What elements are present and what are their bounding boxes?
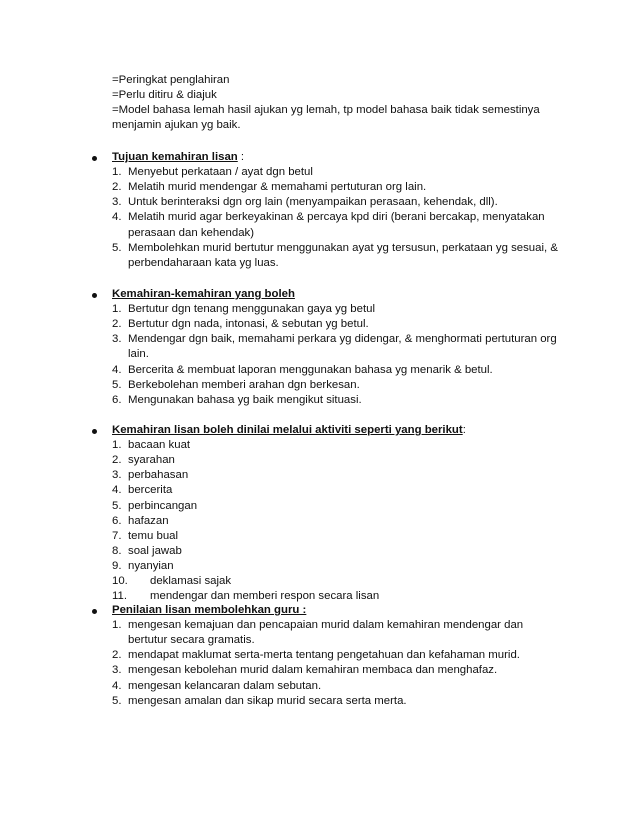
- list-item: mendapat maklumat serta-merta tentang pengetahuan dan kefahaman murid.: [128, 649, 520, 662]
- list-item: mendengar dan memberi respon secara lisan: [150, 590, 380, 603]
- list-item-number: 4.: [112, 679, 122, 692]
- intro-line: =Perlu ditiru & diajuk: [112, 89, 217, 101]
- list-item: mengesan kebolehan murid dalam kemahiran membaca dan menghafaz.: [128, 664, 498, 677]
- section-heading-suffix: :: [237, 151, 245, 163]
- section-heading: [112, 150, 244, 165]
- list-item-number: 7.: [112, 529, 122, 542]
- list-item-number: 5.: [112, 241, 122, 254]
- section-heading-text: Kemahiran lisan boleh dinilai melalui aktiviti seperti yang berikut: [112, 424, 463, 436]
- section-heading: [112, 423, 466, 438]
- list-item: Berkebolehan memberi arahan dgn berkesan.: [128, 378, 360, 391]
- list-item-number: 6.: [112, 393, 122, 406]
- list-item: perbincangan: [128, 499, 198, 512]
- list-item-number: 5.: [112, 499, 122, 512]
- list-item: Untuk berinteraksi dgn org lain (menyampaikan perasaan, kehendak, dll).: [128, 196, 498, 209]
- list-item-number: 3.: [112, 664, 122, 677]
- list-item: Menyebut perkataan / ayat dgn betul: [128, 166, 313, 179]
- list-item: lain.: [128, 348, 149, 361]
- list-item-number: 1.: [112, 166, 122, 179]
- list-item: mengesan amalan dan sikap murid secara serta merta.: [128, 694, 407, 707]
- list-item-number: 2.: [112, 318, 122, 331]
- list-item-number: 1.: [112, 439, 122, 452]
- list-item: Bertutur dgn tenang menggunakan gaya yg betul: [128, 303, 375, 316]
- list-item-number: 2.: [112, 454, 122, 467]
- bullet-icon: [92, 429, 97, 434]
- list-item: hafazan: [128, 514, 169, 527]
- section-heading-text: Kemahiran-kemahiran yang boleh: [112, 288, 295, 300]
- section-heading: [112, 603, 306, 618]
- list-item: perbahasan: [128, 469, 189, 482]
- list-item: Melatih murid agar berkeyakinan & percaya kpd diri (berani bercakap, menyatakan: [128, 211, 545, 224]
- list-item: Bercerita & membuat laporan menggunakan bahasa yg menarik & betul.: [128, 363, 493, 376]
- list-item-number: 4.: [112, 211, 122, 224]
- list-item-number: 4.: [112, 484, 122, 497]
- list-item: mengesan kemajuan dan pencapaian murid dalam kemahiran mendengar dan: [128, 619, 524, 632]
- section-heading: [112, 287, 295, 302]
- list-item-number: 8.: [112, 544, 122, 557]
- list-item-number: 11.: [112, 590, 127, 603]
- list-item: temu bual: [128, 529, 179, 542]
- bullet-icon: [92, 609, 97, 614]
- list-item-number: 2.: [112, 649, 122, 662]
- intro-line: =Model bahasa lemah hasil ajukan yg lemah, tp model bahasa baik tidak semestinya: [112, 104, 540, 116]
- list-item-number: 1.: [112, 619, 122, 632]
- list-item-number: 9.: [112, 559, 122, 572]
- list-item: perbendaharaan kata yg luas.: [128, 256, 279, 269]
- list-item-number: 2.: [112, 181, 122, 194]
- list-item: soal jawab: [128, 544, 182, 557]
- list-item-number: 5.: [112, 694, 122, 707]
- list-item: nyanyian: [128, 559, 174, 572]
- list-item: Mengunakan bahasa yg baik mengikut situasi.: [128, 393, 362, 406]
- section-heading-text: Tujuan kemahiran lisan: [112, 151, 238, 163]
- list-item: Membolehkan murid bertutur menggunakan ayat yg tersusun, perkataan yg sesuai, &: [128, 241, 558, 254]
- list-item: Mendengar dgn baik, memahami perkara yg didengar, & menghormati pertuturan org: [128, 333, 557, 346]
- bullet-icon: [92, 156, 97, 161]
- list-item: deklamasi sajak: [150, 575, 232, 587]
- intro-line: =Peringkat penglahiran: [112, 74, 230, 86]
- list-item: perasaan dan kehendak): [128, 226, 255, 239]
- intro-line: menjamin ajukan yg baik.: [112, 119, 241, 131]
- list-item-number: 6.: [112, 514, 122, 527]
- list-item-number: 3.: [112, 333, 122, 346]
- list-item-number: 10.: [112, 575, 128, 587]
- list-item-number: 3.: [112, 469, 122, 482]
- list-item: Bertutur dgn nada, intonasi, & sebutan yg betul.: [128, 318, 369, 331]
- list-item: mengesan kelancaran dalam sebutan.: [128, 679, 322, 692]
- bullet-icon: [92, 293, 97, 298]
- list-item-number: 3.: [112, 196, 122, 209]
- list-item: Melatih murid mendengar & memahami pertuturan org lain.: [128, 181, 427, 194]
- section-heading-suffix: :: [462, 424, 466, 436]
- list-item: bertutur secara gramatis.: [128, 634, 255, 647]
- list-item-number: 1.: [112, 303, 122, 316]
- list-item: bercerita: [128, 484, 173, 497]
- list-item-number: 5.: [112, 378, 122, 391]
- list-item-number: 4.: [112, 363, 122, 376]
- list-item: bacaan kuat: [128, 439, 191, 452]
- list-item: syarahan: [128, 454, 175, 467]
- section-heading-text: Penilaian lisan membolehkan guru :: [112, 604, 307, 616]
